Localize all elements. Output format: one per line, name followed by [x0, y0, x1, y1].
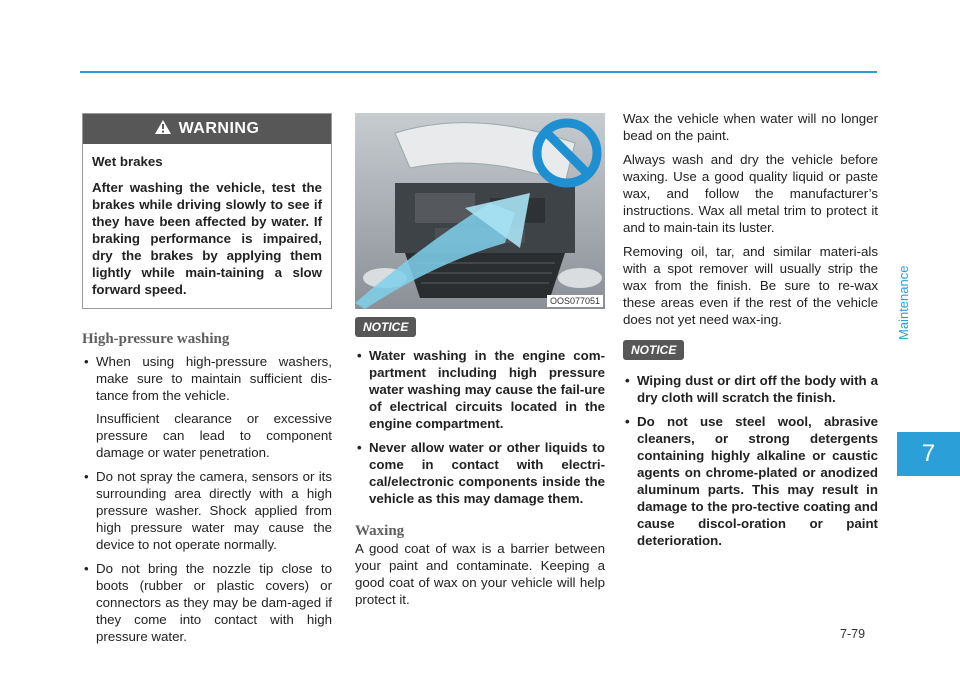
warning-text: After washing the vehicle, test the brakes while driving slowly to see if they have been affected by water. If braking performance is impaired, dry the brakes by applying them lightly while main-taining a slow forward speed.: [92, 180, 322, 297]
no-symbol-icon: [531, 117, 603, 189]
list-item: • Do not bring the nozzle tip close to boots (rubber or plastic covers) or connectors as they may be dam-aged if they come into contact with high pressure water.: [84, 561, 332, 644]
list-item: • Never allow water or other liquids to come in contact with electri-cal/electronic components inside the vehicle as this may damage them.: [357, 440, 605, 506]
waxing-paragraph: Removing oil, tar, and similar materi-als with a spot remover will usually strip the wax from the finish. Be sure to re-wax these areas even if the rest of the vehicle does not yet need wax-ing.: [623, 244, 878, 327]
section-title-high-pressure: High-pressure washing: [82, 331, 230, 347]
section-label: Maintenance: [896, 265, 911, 340]
list-item: • Water washing in the engine com-partment including high pressure water washing may cause the fail-ure of electrical circuits located in the engine compartment.: [357, 348, 605, 431]
list-item-text: Do not bring the nozzle tip close to boots (rubber or plastic covers) or connectors as they may be dam-aged if they come into contact with high pressure water.: [96, 561, 332, 644]
waxing-paragraph: Wax the vehicle when water will no longer bead on the paint.: [623, 111, 878, 143]
header-rule: [80, 71, 877, 73]
chapter-tab: 7: [897, 432, 960, 476]
waxing-paragraph: A good coat of wax is a barrier between your paint and contaminate. Keeping a good coat of wax on your vehicle will help protect it.: [355, 541, 605, 607]
warning-header: [83, 114, 331, 144]
list-item: • When using high-pressure washers, make sure to maintain sufficient dis-tance from the vehicle. Insufficient clearance or excessive pressure can lead to component damage or water penetration.: [84, 354, 332, 460]
list-item-text: Water washing in the engine com-partment including high pressure water washing may cause the fail-ure of electrical circuits located in the engine compartment.: [369, 348, 605, 431]
list-item: • Do not use steel wool, abrasive cleaners, or strong detergents containing highly alkaline or caustic agents on chrome-plated or anodized aluminum parts. This may result in damage to the pro-tective coating and cause discol-oration or paint deterioration.: [625, 414, 878, 548]
list-item-text: Do not spray the camera, sensors or its surrounding area directly with a high pressure washer. Shock applied from high pressure water may cause the device to not operate normally.: [96, 469, 332, 552]
figure-caption: OOS077051: [547, 295, 603, 307]
warning-body: [83, 144, 331, 308]
notice-list-engine: [355, 347, 605, 507]
notice-badge: NOTICE: [623, 340, 684, 360]
warning-title: Wet brakes: [92, 154, 163, 169]
notice-badge: NOTICE: [355, 317, 416, 337]
list-item: • Do not spray the camera, sensors or its surrounding area directly with a high pressure washer. Shock applied from high pressure water may cause the device to not operate normally.: [84, 469, 332, 552]
list-item-text: Do not use steel wool, abrasive cleaners, or strong detergents containing highly alkaline or caustic agents on chrome-plated or anodized aluminum parts. This may result in damage to the pro-tective coating and cause discol-oration or paint deterioration.: [637, 414, 878, 548]
list-item: • Wiping dust or dirt off the body with a dry cloth will scratch the finish.: [625, 373, 878, 405]
high-pressure-list: [82, 353, 332, 645]
waxing-paragraph: Always wash and dry the vehicle before waxing. Use a good quality liquid or paste wax, and follow the manufacturer’s instructions. Wax all metal trim to protect it and to main-tain its luster.: [623, 152, 878, 235]
column-left: [82, 113, 332, 652]
column-middle: [355, 113, 605, 615]
warning-triangle-icon: [155, 120, 171, 139]
engine-washing-figure: [355, 113, 605, 309]
warning-box: [82, 113, 332, 309]
list-item-subtext: Insufficient clearance or excessive pressure can lead to component damage or water penetration.: [96, 411, 332, 460]
page-number: 7-79: [840, 627, 866, 641]
section-title-waxing: Waxing: [355, 523, 405, 539]
column-right: [623, 110, 878, 556]
notice-list-waxing: [623, 372, 878, 549]
warning-label: WARNING: [178, 120, 260, 137]
list-item-text: When using high-pressure washers, make sure to maintain sufficient dis-tance from the vehicle.: [96, 354, 332, 403]
list-item-text: Never allow water or other liquids to come in contact with electri-cal/electronic components inside the vehicle as this may damage them.: [369, 440, 605, 506]
list-item-text: Wiping dust or dirt off the body with a dry cloth will scratch the finish.: [637, 373, 878, 405]
